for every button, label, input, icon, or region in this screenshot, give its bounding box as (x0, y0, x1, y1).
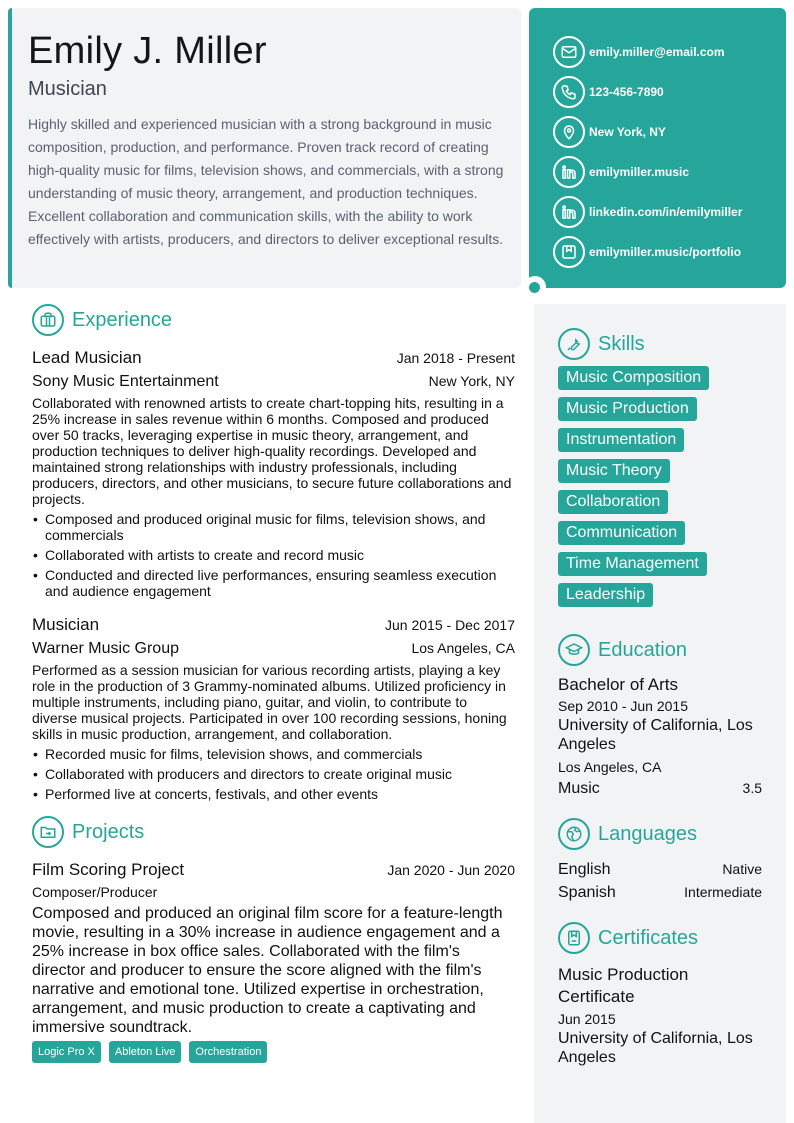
project-item (32, 858, 515, 1063)
linkedin-icon (553, 156, 585, 188)
experience-title: Experience (72, 308, 173, 331)
project-date: Jan 2020 - Jun 2020 (387, 862, 515, 878)
job-bullet: • Composed and produced original music for films, television shows, and commercials (32, 511, 515, 543)
education-field: Music (558, 780, 600, 797)
job-bullet: • Performed live at concerts, festivals, and other events (32, 786, 515, 802)
contact-email-text: emily.miller@email.com (589, 45, 725, 59)
contact-panel (529, 8, 786, 288)
contact-linkedin[interactable] (529, 192, 786, 232)
skill-tag: Instrumentation (558, 428, 684, 452)
job-bullet: • Recorded music for films, television shows, and commercials (32, 746, 515, 762)
skill-tag: Leadership (558, 583, 653, 607)
job-bullets (32, 511, 515, 599)
job-company: Warner Music Group (32, 640, 179, 657)
job-location: Los Angeles, CA (411, 640, 515, 656)
main-column (32, 304, 515, 1063)
project-tag: Orchestration (189, 1041, 267, 1063)
education-field-row (558, 777, 762, 800)
job-date: Jun 2015 - Dec 2017 (385, 617, 515, 633)
portfolio-icon (553, 236, 585, 268)
map-pin-icon (553, 116, 585, 148)
project-title: Film Scoring Project (32, 860, 185, 879)
education-gpa: 3.5 (742, 780, 762, 796)
skill-tag: Communication (558, 521, 685, 545)
certificate-name: Music Production Certificate (558, 965, 689, 1006)
briefcase-icon (32, 304, 64, 336)
contact-portfolio-text: emilymiller.music/portfolio (589, 245, 742, 259)
education-school: University of California, Los Angeles (558, 717, 753, 753)
contact-email[interactable] (529, 32, 786, 72)
projects-title: Projects (72, 820, 145, 843)
certificates-title: Certificates (598, 926, 699, 949)
project-tag: Ableton Live (109, 1041, 182, 1063)
project-tag: Logic Pro X (32, 1041, 101, 1063)
language-level: Native (722, 861, 762, 877)
contact-portfolio[interactable] (529, 232, 786, 272)
folder-icon (32, 816, 64, 848)
globe-icon (558, 818, 590, 850)
languages-list (558, 858, 762, 904)
skill-tag: Music Theory (558, 459, 670, 483)
language-row (558, 858, 762, 881)
wrench-icon (558, 328, 590, 360)
certificate-issuer: University of California, Los Angeles (558, 1030, 753, 1066)
decorative-dot-inner (529, 282, 540, 293)
job-bullet: • Conducted and directed live performances, ensuring seamless execution and audience engagement (32, 567, 515, 599)
contact-phone-text: 123-456-7890 (589, 85, 664, 99)
graduation-cap-icon (558, 634, 590, 666)
job-description: Performed as a session musician for various recording artists, playing a key role in the production of 3 Grammy-nominated albums. Utilized proficiency in multiple instruments, including piano, guitar, and violin, to contribute to diverse musical projects. Participated in over 100 recording sessions, honing skills in music production, arrangement, and collaboration. (32, 662, 507, 742)
job-title: Lead Musician (32, 348, 142, 367)
project-tags (32, 1041, 515, 1063)
header-summary-panel (8, 8, 521, 288)
language-row (558, 881, 762, 904)
job-bullet: • Collaborated with artists to create and record music (32, 547, 515, 563)
experience-header (32, 304, 515, 336)
contact-website[interactable] (529, 152, 786, 192)
skills-list (558, 366, 762, 614)
languages-header (558, 818, 762, 850)
job-description: Collaborated with renowned artists to create chart-topping hits, resulting in a 25% increase in sales revenue within 6 months. Composed and produced over 50 tracks, leveraging expertise in music theory, arrangement, and production techniques to deliver high-quality recordings. Developed and maintained strong relationships with industry professionals, including producers, directors, and other musicians, to secure future collaborations and projects. (32, 395, 512, 507)
contact-website-text: emilymiller.music (589, 165, 690, 179)
mail-icon (553, 36, 585, 68)
experience-item (32, 613, 515, 802)
language-name: English (558, 861, 611, 878)
sidebar (534, 304, 786, 1123)
job-date: Jan 2018 - Present (396, 350, 515, 366)
contact-location-text: New York, NY (589, 125, 666, 139)
skill-tag: Music Composition (558, 366, 709, 390)
education-degree: Bachelor of Arts (558, 675, 679, 694)
certificate-date: Jun 2015 (558, 1011, 616, 1027)
skill-tag: Collaboration (558, 490, 668, 514)
skills-header (558, 328, 762, 360)
education-date: Sep 2010 - Jun 2015 (558, 698, 688, 714)
skill-tag: Time Management (558, 552, 707, 576)
languages-title: Languages (598, 822, 697, 845)
candidate-name: Emily J. Miller (28, 30, 267, 72)
education-header (558, 634, 762, 666)
job-bullet: • Collaborated with producers and directors to create original music (32, 766, 515, 782)
contact-location (529, 112, 786, 152)
project-description: Composed and produced an original film score for a feature-length movie, resulting in a 30% increase in audience engagement and a 25% increase in box office sales. Collaborated with the film's director and producer to ensure the score aligned with the film's narrative and emotional tone. Utilized expertise in orchestration, arrangement, and music production to create a captivating and immersive soundtrack. (32, 905, 503, 1036)
skill-tag: Music Production (558, 397, 697, 421)
certificate-icon (558, 922, 590, 954)
education-location: Los Angeles, CA (558, 759, 662, 775)
contact-linkedin-text: linkedin.com/in/emilymiller (589, 205, 743, 219)
project-role: Composer/Producer (32, 884, 158, 900)
projects-header (32, 816, 515, 848)
candidate-title: Musician (28, 78, 107, 100)
job-location: New York, NY (428, 373, 515, 389)
linkedin-icon (553, 196, 585, 228)
phone-icon (553, 76, 585, 108)
job-bullets (32, 746, 515, 802)
language-name: Spanish (558, 884, 616, 901)
skills-title: Skills (598, 332, 645, 355)
education-title: Education (598, 638, 687, 661)
contact-phone[interactable] (529, 72, 786, 112)
certificates-header (558, 922, 762, 954)
experience-item (32, 346, 515, 599)
language-level: Intermediate (684, 884, 762, 900)
job-title: Musician (32, 615, 100, 634)
summary-text: Highly skilled and experienced musician with a strong background in music composition, production, and performance. Proven track record of creating high-quality music for films, television shows, and commercials, with a strong understanding of music theory, arrangement, and production techniques. Excellent collaboration and communication skills, with the ability to work effectively with artists, producers, and directors to deliver exceptional results. (28, 116, 504, 247)
job-company: Sony Music Entertainment (32, 373, 219, 390)
